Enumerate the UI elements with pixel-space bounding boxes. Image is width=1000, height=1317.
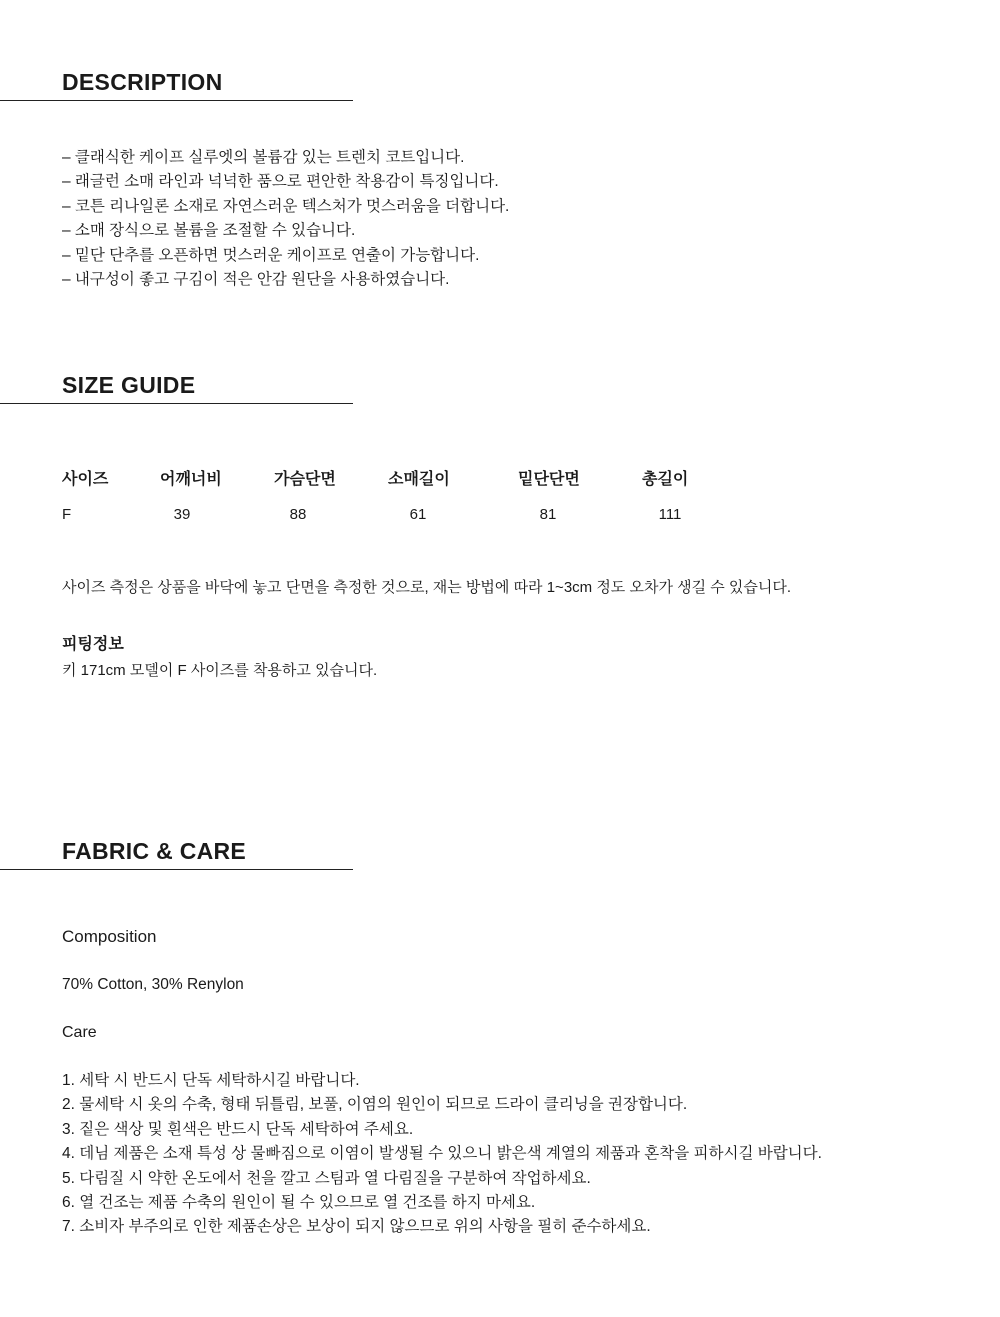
care-label: Care [62,1024,97,1041]
size-header: 총길이 [642,471,689,488]
size-guide-divider [0,403,353,404]
description-list [62,146,509,292]
size-value: 39 [173,506,191,523]
care-item: 3. 짙은 색상 및 흰색은 반드시 단독 세탁하여 주세요. [62,1120,414,1138]
fitting-text: 키 171cm 모델이 F 사이즈를 착용하고 있습니다. [62,662,378,679]
composition-label: Composition [62,927,157,946]
size-value: 111 [658,506,682,523]
care-item: 1. 세탁 시 반드시 단독 세탁하시길 바랍니다. [62,1072,360,1089]
size-value: 61 [409,506,427,523]
composition-value: 70% Cotton, 30% Renylon [62,976,244,993]
description-line: – 래글런 소매 라인과 넉넉한 품으로 편안한 착용감이 특징입니다. [62,173,499,191]
fabric-care-title: FABRIC & CARE [62,838,247,864]
description-line: – 내구성이 좋고 구김이 적은 안감 원단을 사용하였습니다. [62,271,450,289]
size-note: 사이즈 측정은 상품을 바닥에 놓고 단면을 측정한 것으로, 재는 방법에 따라 1~3cm 정도 오차가 생길 수 있습니다. [62,579,792,596]
description-title: DESCRIPTION [62,69,223,95]
size-header: 소매길이 [388,471,450,488]
care-item: 6. 열 건조는 제품 수축의 원인이 될 수 있으므로 열 건조를 하지 마세요. [62,1194,536,1212]
size-header: 가슴단면 [274,471,336,488]
size-value: 81 [539,506,557,523]
care-item: 5. 다림질 시 약한 온도에서 천을 깔고 스팀과 열 다림질을 구분하여 작업하세요. [62,1169,591,1187]
size-value: 88 [289,506,307,523]
size-value: F [62,506,72,523]
description-line: – 코튼 리나일론 소재로 자연스러운 텍스처가 멋스러움을 더합니다. [62,197,510,215]
description-line: – 밑단 단추를 오픈하면 멋스러운 케이프로 연출이 가능합니다. [62,246,480,264]
description-divider [0,100,353,101]
care-item: 4. 데님 제품은 소재 특성 상 물빠짐으로 이염이 발생될 수 있으니 밝은색 계열의 제품과 혼착을 피하시길 바랍니다. [62,1145,822,1163]
size-header: 사이즈 [62,471,109,488]
fitting-label: 피팅정보 [62,636,124,653]
description-line: – 소매 장식으로 볼륨을 조절할 수 있습니다. [62,222,356,240]
size-guide-title: SIZE GUIDE [62,372,196,398]
care-item: 2. 물세탁 시 옷의 수축, 형태 뒤틀림, 보풀, 이염의 원인이 되므로 드라이 클리닝을 권장합니다. [62,1096,688,1114]
size-header: 밑단단면 [518,471,580,488]
care-list [62,1069,822,1240]
fabric-care-divider [0,869,353,870]
description-line: – 클래식한 케이프 실루엣의 볼륨감 있는 트렌치 코트입니다. [62,149,465,166]
size-header: 어깨너비 [160,471,222,488]
care-item: 7. 소비자 부주의로 인한 제품손상은 보상이 되지 않으므로 위의 사항을 필히 준수하세요. [62,1218,651,1236]
